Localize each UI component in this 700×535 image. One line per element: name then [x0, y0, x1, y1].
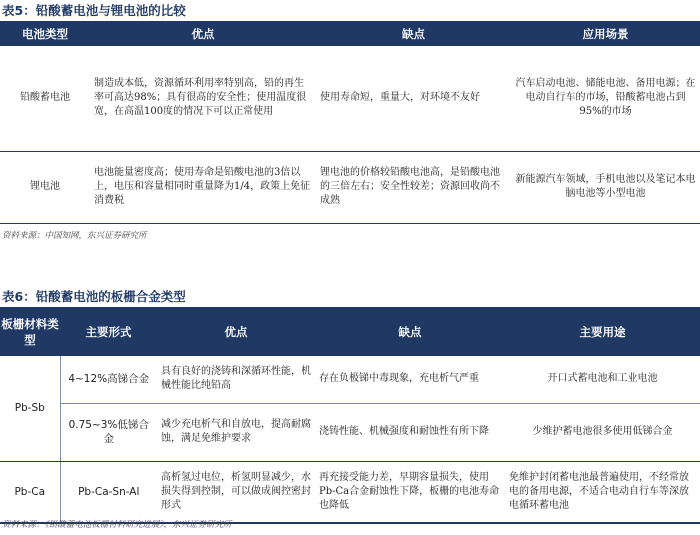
table5-header-type: 电池类型 [0, 22, 90, 46]
table5-row1-pros: 制造成本低，资源循环利用率特别高，铅的再生率可高达98%；具有很高的安全性；使用温度很宽，在高温100度的情况下可以正常使用 [90, 46, 316, 151]
table6-material-pbca: Pb-Ca [0, 461, 60, 523]
table-row [0, 151, 700, 223]
table6-header-form: 主要形式 [60, 308, 157, 356]
table5-row2-pros: 电池能量密度高；使用寿命是铅酸电池的3倍以上，电压和容量相同时重量降为1/4，政策上免征消费税 [90, 151, 316, 223]
table6-header-pros: 优点 [157, 308, 315, 356]
table6-header-material: 板栅材料类型 [0, 308, 60, 356]
table-row [0, 46, 700, 151]
table6-header-uses: 主要用途 [505, 308, 700, 356]
table5 [0, 22, 700, 224]
table5-row1-cons: 使用寿命短，重量大，对环境不友好 [316, 46, 511, 151]
table6-material-pbsb: Pb-Sb [0, 356, 60, 461]
table6-row1-cons: 存在负极锑中毒现象，充电析气严重 [315, 356, 505, 403]
table6-row2-pros: 减少充电析气和自放电，提高耐腐蚀，满足免维护要求 [157, 403, 315, 461]
table6-row1-pros: 具有良好的浇铸和深循环性能，机械性能比纯铅高 [157, 356, 315, 403]
table6-row3-pros: 高析氢过电位，析氢明显减少，水损失得到控制，可以做成阀控密封形式 [157, 461, 315, 523]
table6-row2-form: 0.75~3%低锑合金 [60, 403, 157, 461]
table6-title: 表6：铅酸蓄电池的板栅合金类型 [2, 289, 186, 304]
table6-header-cons: 缺点 [315, 308, 505, 356]
table5-row1-type: 铅酸蓄电池 [0, 46, 90, 151]
table6-row2-uses: 少维护蓄电池很多使用低锑合金 [505, 403, 700, 461]
table6-row2-cons: 浇铸性能、机械强度和耐蚀性有所下降 [315, 403, 505, 461]
table5-row2-cons: 锂电池的价格较铅酸电池高，是铅酸电池的三倍左右；安全性较差；资源回收尚不成熟 [316, 151, 511, 223]
table5-row2-type: 锂电池 [0, 151, 90, 223]
table6-header-row [0, 308, 700, 356]
table5-header-cons: 缺点 [316, 22, 511, 46]
table5-title: 表5：铅酸蓄电池与锂电池的比较 [2, 3, 186, 18]
table5-header-pros: 优点 [90, 22, 316, 46]
table-row [0, 356, 700, 403]
table5-source: 资料来源：中国知网，东兴证券研究所 [2, 231, 147, 241]
table6-row3-uses: 免维护封闭蓄电池最普遍使用，不经常放电的备用电源，不适合电动自行车等深放电循环蓄电池 [505, 461, 700, 523]
table5-row2-apps: 新能源汽车领域，手机电池以及笔记本电脑电池等小型电池 [511, 151, 700, 223]
table6-row3-cons: 再充接受能力差，早期容量损失，使用Pb-Ca合金耐蚀性下降，板栅的电池寿命也降低 [315, 461, 505, 523]
table6-row1-uses: 开口式蓄电池和工业电池 [505, 356, 700, 403]
table6-row3-form: Pb-Ca-Sn-Al [60, 461, 157, 523]
table5-header-row [0, 22, 700, 46]
table-row [0, 403, 700, 461]
table6 [0, 308, 700, 524]
table5-header-apps: 应用场景 [511, 22, 700, 46]
table6-source: 资料来源：《铅酸蓄电池板栅材料研究进展》，东兴证券研究所 [2, 520, 232, 530]
table5-row1-apps: 汽车启动电池、储能电池、备用电源；在电动自行车的市场，铅酸蓄电池占到95%的市场 [511, 46, 700, 151]
table-row [0, 461, 700, 523]
table6-row1-form: 4~12%高锑合金 [60, 356, 157, 403]
